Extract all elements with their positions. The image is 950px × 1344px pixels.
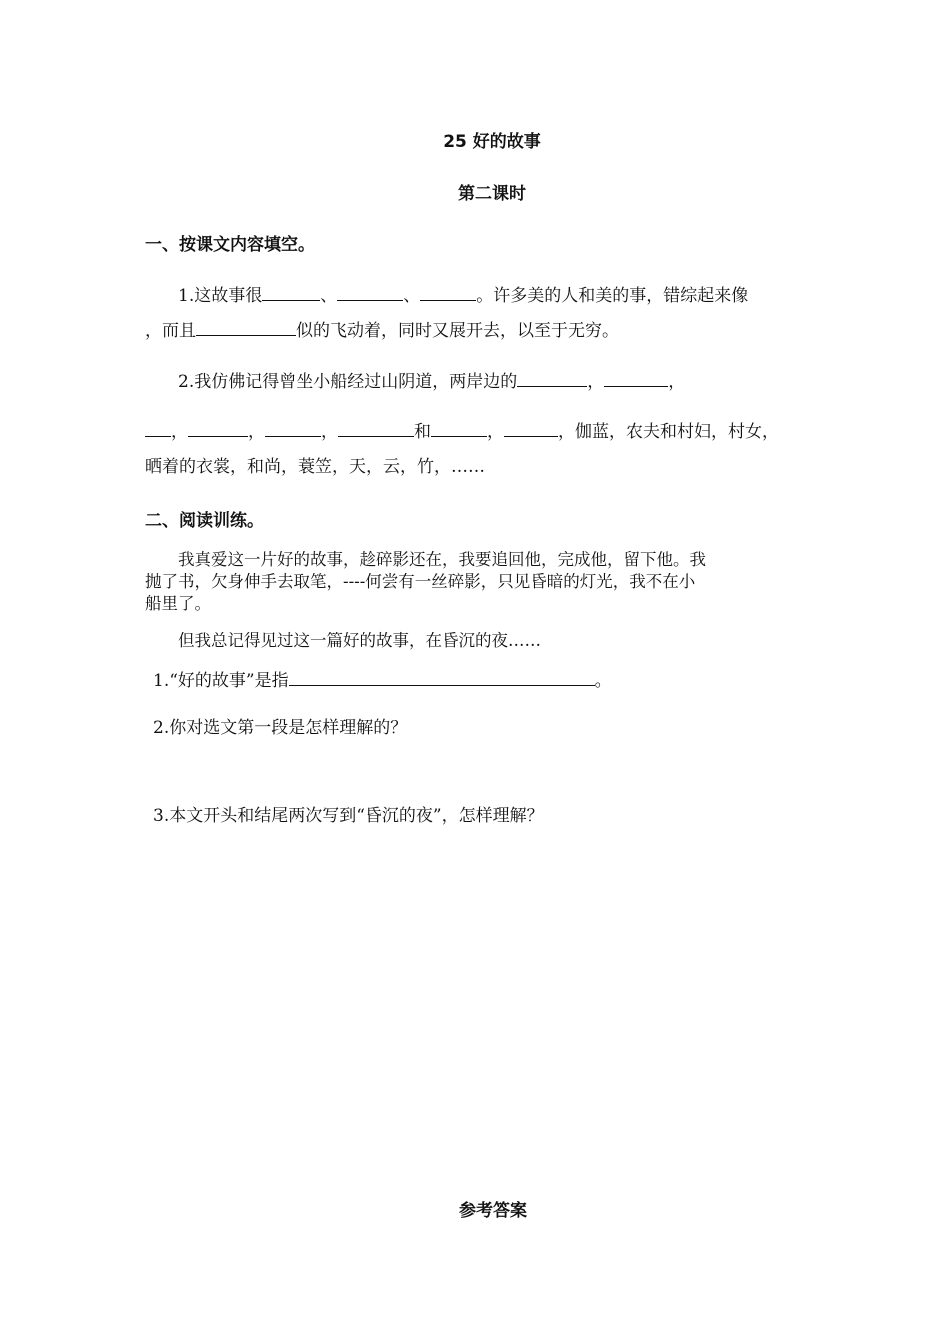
passage-line: 抛了书，欠身伸手去取笔，----何尝有一丝碎影，只见昏暗的灯光，我不在小	[145, 572, 696, 591]
passage-line: 我真爱这一片好的故事，趁碎影还在，我要追回他，完成他，留下他。我	[178, 550, 706, 569]
section-1-heading: 一、按课文内容填空。	[145, 235, 315, 255]
answer-blank[interactable]	[289, 667, 595, 686]
passage-line: 但我总记得见过这一篇好的故事，在昏沉的夜……	[178, 631, 541, 650]
question-1-1-line-2	[145, 316, 619, 341]
question-1-2-line-1	[178, 367, 685, 392]
fill-blank[interactable]	[431, 418, 487, 437]
question-2-1	[153, 666, 612, 691]
comma: ，	[248, 422, 265, 442]
question-1-1-line-1	[178, 281, 748, 306]
passage-line: 船里了。	[145, 594, 211, 613]
fill-blank[interactable]	[504, 418, 558, 437]
fill-blank[interactable]	[420, 282, 476, 301]
page-title: 25 好的故事	[443, 132, 541, 152]
q1-1-sep1: 、	[320, 286, 338, 306]
section-2-heading: 二、阅读训练。	[145, 511, 264, 531]
q2-1-text: 1.“好的故事”是指	[153, 671, 289, 691]
fill-blank[interactable]	[338, 418, 414, 437]
comma: ，	[321, 422, 338, 442]
fill-blank[interactable]	[604, 368, 668, 387]
fill-blank[interactable]	[196, 317, 296, 336]
comma: ，	[587, 372, 605, 392]
answers-heading: 参考答案	[459, 1201, 527, 1221]
comma: ，	[668, 372, 686, 392]
question-2-2: 2.你对选文第一段是怎样理解的？	[153, 718, 408, 738]
question-1-2-line-2	[145, 417, 779, 442]
fill-blank[interactable]	[145, 418, 171, 437]
comma: ，	[171, 422, 188, 442]
fill-blank[interactable]	[337, 282, 403, 301]
q1-1-text-c: ，而且	[145, 321, 196, 341]
lesson-subtitle: 第二课时	[458, 184, 526, 204]
fill-blank[interactable]	[265, 418, 321, 437]
question-2-3: 3.本文开头和结尾两次写到“昏沉的夜”，怎样理解？	[153, 806, 544, 826]
q1-2-and: 和	[414, 422, 431, 442]
q1-2-text-a: 2.我仿佛记得曾坐小船经过山阴道，两岸边的	[178, 372, 518, 392]
q1-1-text-a: 1.这故事很	[178, 286, 263, 306]
comma: ，	[487, 422, 504, 442]
q1-1-text-b: 。许多美的人和美的事，错综起来像	[476, 286, 749, 306]
q1-1-sep2: 、	[403, 286, 421, 306]
q2-1-suffix: 。	[594, 671, 612, 691]
q1-1-text-d: 似的飞动着，同时又展开去，以至于无穷。	[296, 321, 619, 341]
q1-2-text-end: ，伽蓝，农夫和村妇，村女，	[558, 422, 779, 442]
fill-blank[interactable]	[262, 282, 320, 301]
fill-blank[interactable]	[188, 418, 248, 437]
question-1-2-line-3: 晒着的衣裳，和尚，蓑笠，天，云，竹，……	[145, 457, 485, 477]
fill-blank[interactable]	[517, 368, 587, 387]
